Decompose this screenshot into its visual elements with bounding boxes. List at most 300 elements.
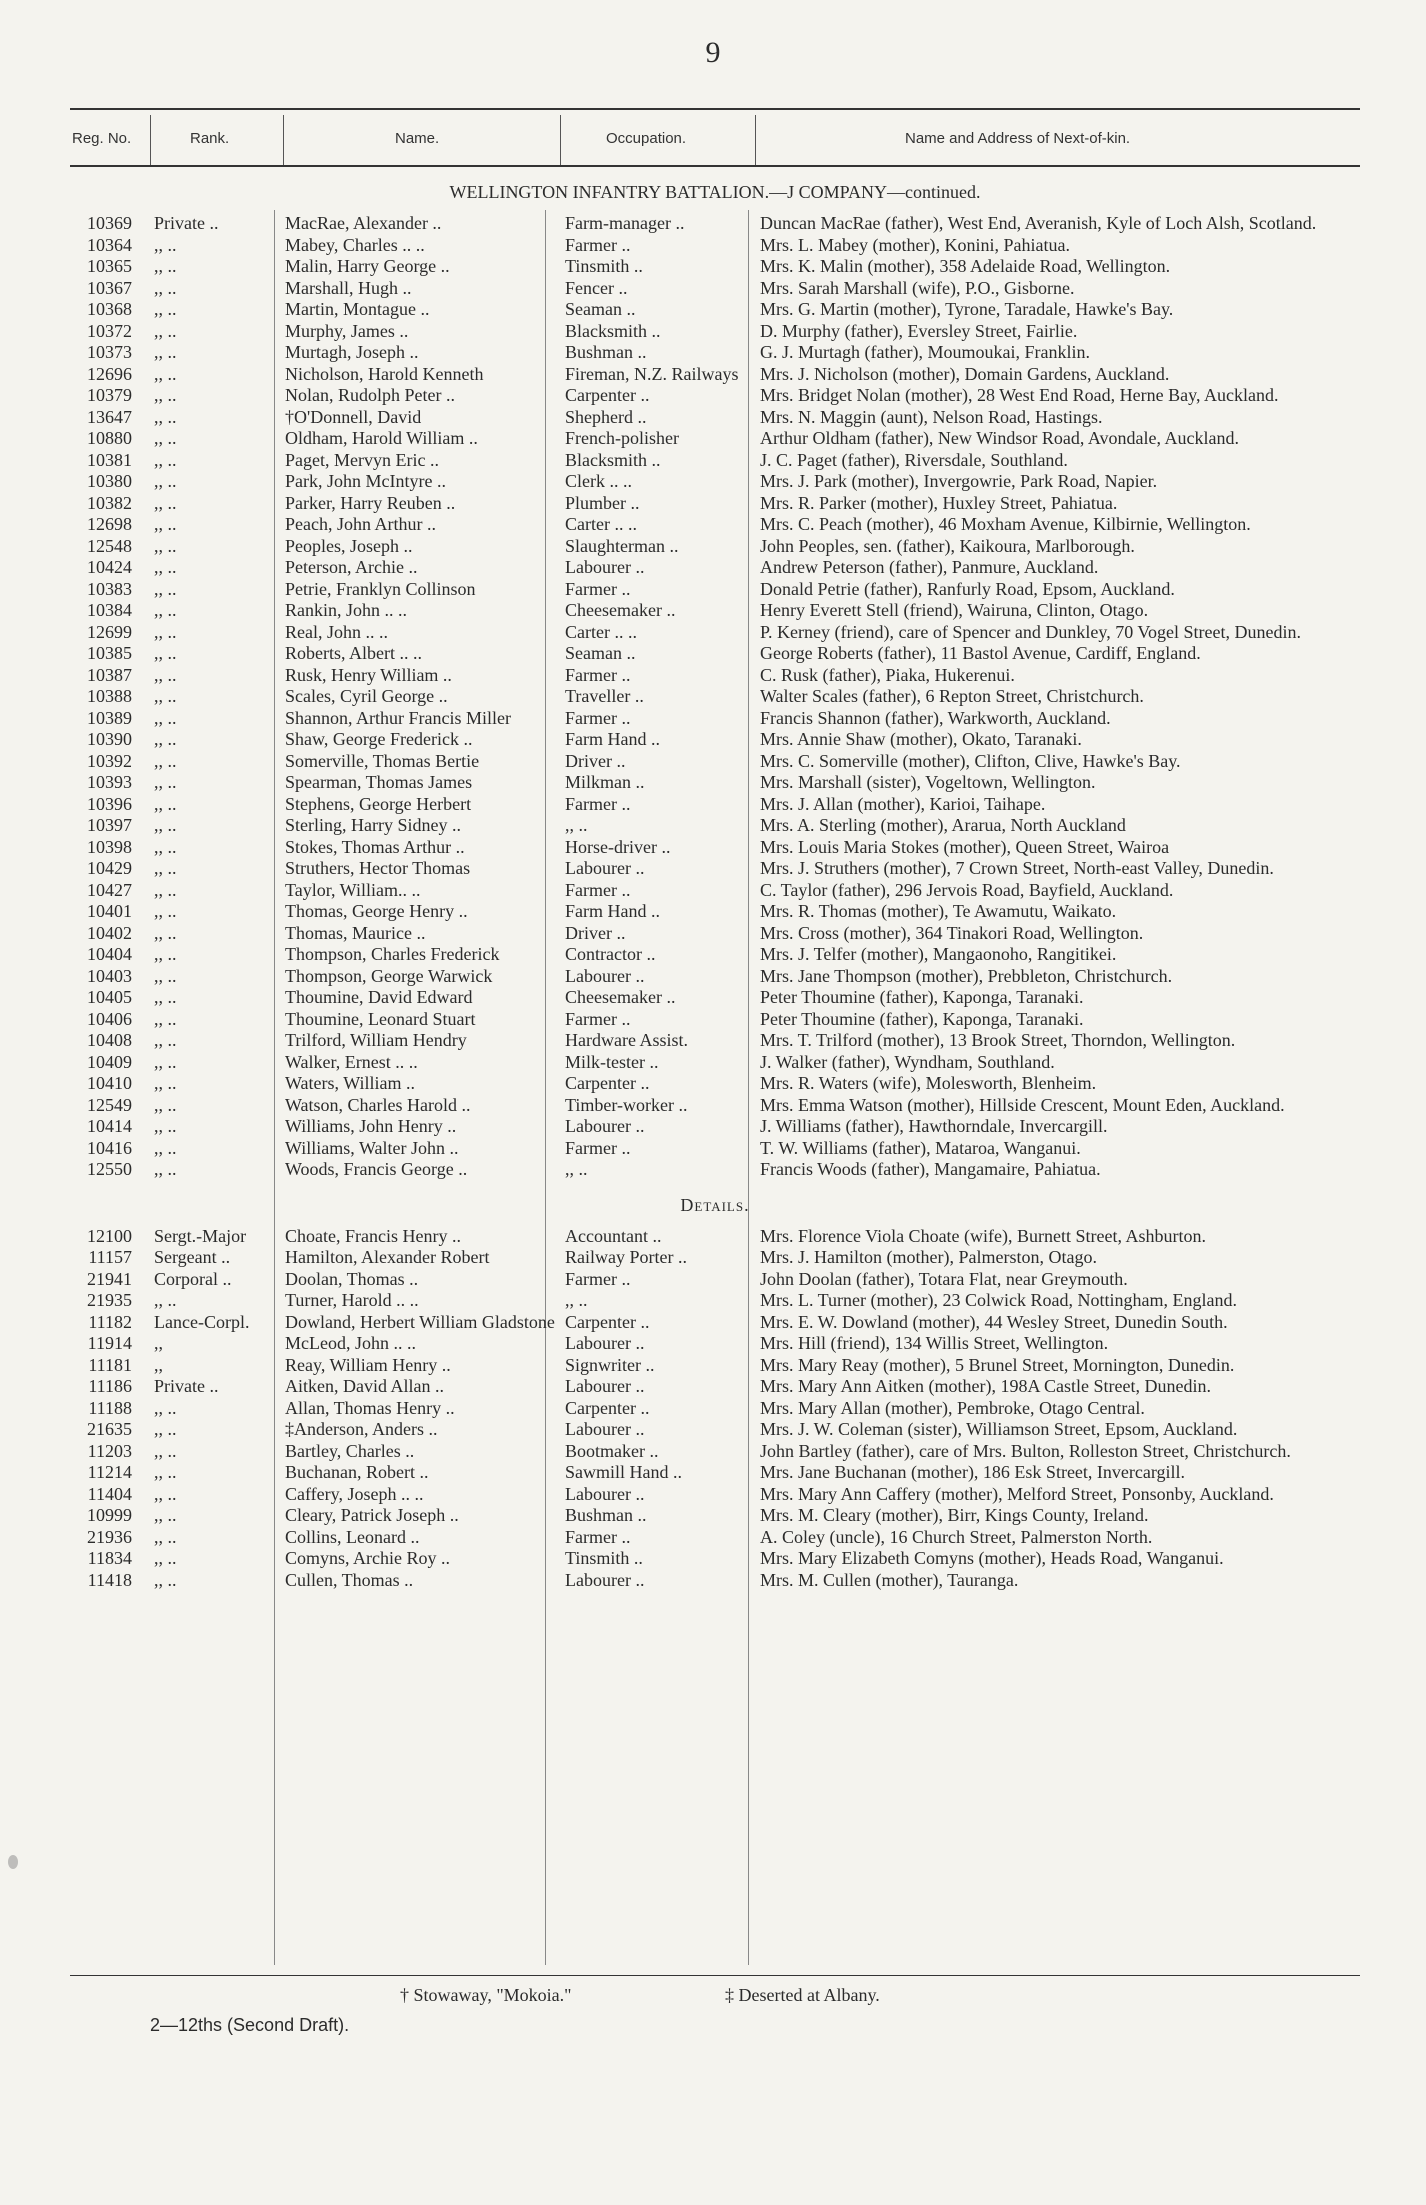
occupation: Contractor .. (565, 944, 656, 964)
rank: ,, .. (154, 686, 177, 706)
table-row (70, 1138, 1360, 1160)
soldier-name: Hamilton, Alexander Robert (285, 1247, 490, 1267)
occupation: Bootmaker .. (565, 1440, 659, 1461)
table-row (70, 1073, 1360, 1095)
table-row (70, 342, 1360, 364)
rank: ,, .. (154, 1569, 177, 1590)
next-of-kin: Mrs. Mary Ann Aitken (mother), 198A Castle Street, Dunedin. (760, 1376, 1211, 1396)
table-row (70, 987, 1360, 1009)
next-of-kin: Andrew Peterson (father), Panmure, Auckland. (760, 557, 1099, 577)
occupation: ,, .. (565, 815, 588, 835)
table-row (70, 1052, 1360, 1074)
soldier-name: Rusk, Henry William .. (285, 664, 452, 685)
table-row (70, 600, 1360, 622)
header-rank: Rank. (190, 130, 230, 147)
occupation: Shepherd .. (565, 406, 647, 427)
rank: ,, .. (154, 1397, 177, 1418)
soldier-name: Woods, Francis George .. (285, 1159, 468, 1179)
table-row (70, 901, 1360, 923)
soldier-name: Aitken, David Allan .. (285, 1376, 444, 1396)
rank: ,, .. (154, 578, 177, 599)
table-row (70, 1548, 1360, 1570)
reg-no: 10404 (87, 944, 132, 964)
occupation: Signwriter .. (565, 1354, 655, 1375)
soldier-name: Thompson, George Warwick (285, 965, 493, 986)
reg-no: 10364 (87, 234, 132, 255)
header-name: Name. (395, 130, 440, 147)
rank: ,, .. (154, 1137, 177, 1158)
occupation: Milkman .. (565, 772, 645, 792)
reg-no: 10372 (87, 320, 132, 341)
next-of-kin: C. Taylor (father), 296 Jervois Road, Bayfield, Auckland. (760, 879, 1174, 900)
soldier-name: Petrie, Franklyn Collinson (285, 578, 476, 599)
header-divider (560, 115, 561, 165)
soldier-name: Dowland, Herbert William Gladstone (285, 1311, 555, 1332)
table-row (70, 1247, 1360, 1269)
reg-no: 10405 (87, 987, 132, 1007)
soldier-name: Thomas, Maurice .. (285, 922, 426, 943)
occupation: Farm Hand .. (565, 901, 660, 921)
occupation: ,, .. (565, 1159, 588, 1179)
next-of-kin: J. C. Paget (father), Riversdale, Southland. (760, 449, 1068, 470)
reg-no: 11418 (87, 1569, 132, 1590)
reg-no: 10385 (87, 643, 132, 663)
next-of-kin: Henry Everett Stell (friend), Wairuna, Clinton, Otago. (760, 600, 1149, 620)
next-of-kin: P. Kerney (friend), care of Spencer and Dunkley, 70 Vogel Street, Dunedin. (760, 621, 1302, 642)
table-row (70, 729, 1360, 751)
table-row (70, 1505, 1360, 1527)
occupation: Labourer .. (565, 1116, 645, 1136)
next-of-kin: Mrs. Jane Thompson (mother), Prebbleton, Christchurch. (760, 965, 1173, 986)
occupation: Driver .. (565, 750, 626, 771)
soldier-name: Thompson, Charles Frederick (285, 944, 500, 964)
soldier-name: Struthers, Hector Thomas (285, 858, 471, 878)
header-next-of-kin: Name and Address of Next-of-kin. (905, 130, 1131, 147)
header-divider (283, 115, 284, 165)
soldier-name: Turner, Harold .. .. (285, 1290, 419, 1310)
reg-no: 10424 (87, 557, 132, 577)
footer-rule (70, 1975, 1360, 1976)
soldier-name: Shannon, Arthur Francis Miller (285, 707, 511, 728)
rank: ,, .. (154, 1290, 177, 1310)
soldier-name: Trilford, William Hendry (285, 1030, 467, 1050)
occupation: Farmer .. (565, 707, 631, 728)
next-of-kin: Mrs. T. Trilford (mother), 13 Brook Street, Thorndon, Wellington. (760, 1030, 1236, 1050)
next-of-kin: Mrs. K. Malin (mother), 358 Adelaide Road, Wellington. (760, 256, 1171, 276)
occupation: Farm Hand .. (565, 729, 660, 749)
soldier-name: Williams, Walter John .. (285, 1137, 459, 1158)
rank: ,, .. (154, 1419, 177, 1439)
rank: ,, .. (154, 535, 177, 556)
soldier-name: Nolan, Rudolph Peter .. (285, 385, 455, 405)
next-of-kin: Mrs. Mary Ann Caffery (mother), Melford Street, Ponsonby, Auckland. (760, 1483, 1274, 1504)
next-of-kin: Mrs. Mary Elizabeth Comyns (mother), Heads Road, Wanganui. (760, 1548, 1224, 1568)
soldier-name: Peach, John Arthur .. (285, 514, 436, 534)
reg-no: 10389 (87, 707, 132, 728)
soldier-name: Rankin, John .. .. (285, 600, 408, 620)
table-row (70, 1009, 1360, 1031)
soldier-name: Collins, Leonard .. (285, 1526, 420, 1547)
soldier-name: Somerville, Thomas Bertie (285, 750, 480, 771)
next-of-kin: Mrs. E. W. Dowland (mother), 44 Wesley Street, Dunedin South. (760, 1311, 1228, 1332)
reg-no: 11214 (87, 1462, 132, 1482)
rank: ,, .. (154, 234, 177, 255)
next-of-kin: John Doolan (father), Totara Flat, near Greymouth. (760, 1268, 1128, 1289)
soldier-name: Spearman, Thomas James (285, 772, 473, 792)
section-title: WELLINGTON INFANTRY BATTALION.—J COMPANY—continued. (449, 182, 981, 202)
occupation: Labourer .. (565, 557, 645, 577)
rank: ,, (154, 1354, 163, 1375)
table-row (70, 1419, 1360, 1441)
table-row (70, 1398, 1360, 1420)
next-of-kin: J. Williams (father), Hawthorndale, Invercargill. (760, 1116, 1108, 1136)
reg-no: 10381 (87, 449, 132, 470)
reg-no: 10408 (87, 1030, 132, 1050)
table-row (70, 557, 1360, 579)
reg-no: 10382 (87, 492, 132, 513)
footnote-deserted: ‡ Deserted at Albany. (725, 1985, 880, 2005)
rank: ,, .. (154, 729, 177, 749)
table-row (70, 686, 1360, 708)
next-of-kin: Mrs. N. Maggin (aunt), Nelson Road, Hastings. (760, 406, 1103, 427)
table-row (70, 407, 1360, 429)
soldier-name: Cullen, Thomas .. (285, 1569, 414, 1590)
rank: ,, .. (154, 772, 177, 792)
occupation: Farmer .. (565, 879, 631, 900)
occupation: Timber-worker .. (565, 1094, 688, 1115)
soldier-name: Caffery, Joseph .. .. (285, 1483, 424, 1504)
occupation: Hardware Assist. (565, 1030, 688, 1050)
reg-no: 10373 (87, 342, 132, 362)
soldier-name: Cleary, Patrick Joseph .. (285, 1505, 459, 1525)
reg-no: 11186 (88, 1376, 132, 1396)
next-of-kin: D. Murphy (father), Eversley Street, Fairlie. (760, 320, 1078, 341)
soldier-name: Allan, Thomas Henry .. (285, 1397, 455, 1418)
reg-no: 11182 (88, 1311, 132, 1332)
soldier-name: Buchanan, Robert .. (285, 1462, 429, 1482)
reg-no: 11203 (87, 1440, 132, 1461)
table-row (70, 428, 1360, 450)
next-of-kin: G. J. Murtagh (father), Moumoukai, Franklin. (760, 342, 1090, 362)
soldier-name: Doolan, Thomas .. (285, 1268, 419, 1289)
occupation: Farmer .. (565, 234, 631, 255)
table-row (70, 471, 1360, 493)
rank: ,, .. (154, 1030, 177, 1050)
reg-no: 12696 (87, 363, 132, 384)
rank: ,, .. (154, 406, 177, 427)
next-of-kin: Mrs. Hill (friend), 134 Willis Street, Wellington. (760, 1333, 1109, 1353)
header-occupation: Occupation. (606, 130, 687, 147)
rank: ,, (154, 1333, 163, 1353)
table-row (70, 1030, 1360, 1052)
rank: ,, .. (154, 1505, 177, 1525)
table-row (70, 944, 1360, 966)
occupation: Carpenter .. (565, 1311, 650, 1332)
reg-no: 12699 (87, 621, 132, 642)
table-row (70, 1441, 1360, 1463)
table-row (70, 364, 1360, 386)
next-of-kin: Mrs. Jane Buchanan (mother), 186 Esk Street, Invercargill. (760, 1462, 1186, 1482)
table-row (70, 966, 1360, 988)
table-row (70, 1116, 1360, 1138)
reg-no: 11914 (87, 1333, 132, 1353)
occupation: Carter .. .. (565, 514, 637, 534)
table-row (70, 858, 1360, 880)
next-of-kin: Mrs. A. Sterling (mother), Araruа, North Auckland (760, 815, 1126, 835)
reg-no: 21935 (87, 1290, 132, 1310)
soldier-name: Choate, Francis Henry .. (285, 1225, 461, 1246)
occupation: Labourer .. (565, 1483, 645, 1504)
next-of-kin: Mrs. C. Peach (mother), 46 Moxham Avenue, Kilbirnie, Wellington. (760, 514, 1251, 534)
soldier-name: †O'Donnell, David (285, 406, 422, 427)
next-of-kin: A. Coley (uncle), 16 Church Street, Palmerston North. (760, 1526, 1153, 1547)
soldier-name: Malin, Harry George .. (285, 256, 450, 276)
occupation: Driver .. (565, 922, 626, 943)
next-of-kin: Mrs. J. Allan (mother), Karioi, Taihape. (760, 793, 1046, 814)
table-row (70, 1226, 1360, 1248)
soldier-name: Stokes, Thomas Arthur .. (285, 836, 465, 857)
occupation: Carpenter .. (565, 385, 650, 405)
occupation: Labourer .. (565, 965, 645, 986)
rank: ,, .. (154, 514, 177, 534)
header-divider (755, 115, 756, 165)
next-of-kin: Mrs. C. Somerville (mother), Clifton, Clive, Hawke's Bay. (760, 750, 1181, 771)
soldier-name: Williams, John Henry .. (285, 1116, 457, 1136)
table-row (70, 880, 1360, 902)
table-row (70, 213, 1360, 235)
occupation: Carpenter .. (565, 1073, 650, 1093)
occupation: ,, .. (565, 1290, 588, 1310)
rank: Private .. (154, 213, 219, 233)
next-of-kin: T. W. Williams (father), Mataroa, Wanganui. (760, 1137, 1081, 1158)
occupation: Slaughterman .. (565, 535, 679, 556)
next-of-kin: George Roberts (father), 11 Bastol Avenue, Cardiff, England. (760, 643, 1201, 663)
reg-no: 10393 (87, 772, 132, 792)
rank: ,, .. (154, 965, 177, 986)
occupation: Carter .. .. (565, 621, 637, 642)
occupation: Blacksmith .. (565, 449, 661, 470)
occupation: Labourer .. (565, 1376, 645, 1396)
rank: Private .. (154, 1376, 219, 1396)
rank: Corporal .. (154, 1268, 232, 1289)
occupation: Seaman .. (565, 643, 636, 663)
rank: ,, .. (154, 836, 177, 857)
reg-no: 21635 (87, 1419, 132, 1439)
page-number: 9 (705, 36, 721, 69)
rank: ,, .. (154, 750, 177, 771)
rank: ,, .. (154, 1116, 177, 1136)
occupation: Sawmill Hand .. (565, 1462, 682, 1482)
rank: ,, .. (154, 277, 177, 298)
next-of-kin: Francis Woods (father), Mangamaire, Pahiatua. (760, 1159, 1101, 1179)
soldier-name: Real, John .. .. (285, 621, 388, 642)
soldier-name: Comyns, Archie Roy .. (285, 1548, 450, 1568)
next-of-kin: Mrs. R. Waters (wife), Molesworth, Blenheim. (760, 1073, 1097, 1093)
rank: ,, .. (154, 1051, 177, 1072)
table-row (70, 579, 1360, 601)
soldier-name: Murphy, James .. (285, 320, 409, 341)
table-row (70, 385, 1360, 407)
occupation: Plumber .. (565, 492, 640, 513)
soldier-name: Bartley, Charles .. (285, 1440, 415, 1461)
table-row (70, 1570, 1360, 1592)
soldier-name: Watson, Charles Harold .. (285, 1094, 471, 1115)
table-row (70, 1527, 1360, 1549)
reg-no: 10396 (87, 793, 132, 814)
next-of-kin: Mrs. J. Struthers (mother), 7 Crown Street, North-east Valley, Dunedin. (760, 858, 1274, 878)
occupation: Labourer .. (565, 1419, 645, 1439)
occupation: Farmer .. (565, 1008, 631, 1029)
reg-no: 10367 (87, 277, 132, 298)
rank: ,, .. (154, 901, 177, 921)
soldier-name: Roberts, Albert .. .. (285, 643, 422, 663)
soldier-name: Oldham, Harold William .. (285, 428, 478, 448)
next-of-kin: Mrs. R. Thomas (mother), Te Awamutu, Waikato. (760, 901, 1117, 921)
reg-no: 21941 (87, 1268, 132, 1289)
table-row (70, 1462, 1360, 1484)
soldier-name: Peterson, Archie .. (285, 557, 418, 577)
rank: ,, .. (154, 471, 177, 491)
rank: ,, .. (154, 557, 177, 577)
occupation: Tinsmith .. (565, 1548, 643, 1568)
rank: ,, .. (154, 342, 177, 362)
occupation: Farmer .. (565, 793, 631, 814)
table-row (70, 837, 1360, 859)
soldier-name: Paget, Mervyn Eric .. (285, 449, 439, 470)
table-row (70, 622, 1360, 644)
reg-no: 10369 (87, 213, 132, 233)
next-of-kin: Mrs. M. Cleary (mother), Birr, Kings County, Ireland. (760, 1505, 1149, 1525)
rank: ,, .. (154, 385, 177, 405)
reg-no: 10999 (87, 1505, 132, 1525)
reg-no: 11181 (88, 1354, 132, 1375)
table-row (70, 772, 1360, 794)
reg-no: 10398 (87, 836, 132, 857)
next-of-kin: Arthur Oldham (father), New Windsor Road, Avondale, Auckland. (760, 428, 1239, 448)
occupation: Clerk .. .. (565, 471, 632, 491)
soldier-name: Nicholson, Harold Kenneth (285, 363, 484, 384)
next-of-kin: Walter Scales (father), 6 Repton Street, Christchurch. (760, 686, 1144, 706)
occupation: Traveller .. (565, 686, 644, 706)
rank: ,, .. (154, 879, 177, 900)
occupation: Farm-manager .. (565, 213, 685, 233)
reg-no: 12548 (87, 535, 132, 556)
table-row (70, 278, 1360, 300)
reg-no: 10397 (87, 815, 132, 835)
soldier-name: Thoumine, Leonard Stuart (285, 1008, 476, 1029)
table-row (70, 923, 1360, 945)
header-reg: Reg. No. (72, 130, 132, 147)
table-row (70, 256, 1360, 278)
table-row (70, 751, 1360, 773)
next-of-kin: John Bartley (father), care of Mrs. Bulton, Rolleston Street, Christchurch. (760, 1440, 1291, 1461)
print-note: 2—12ths (Second Draft). (150, 2015, 350, 2035)
occupation: Carpenter .. (565, 1397, 650, 1418)
soldier-name: Reay, William Henry .. (285, 1354, 451, 1375)
rank: ,, .. (154, 1159, 177, 1179)
occupation: Bushman .. (565, 342, 647, 362)
table-row (70, 643, 1360, 665)
next-of-kin: Mrs. Mary Allan (mother), Pembroke, Otago Central. (760, 1397, 1145, 1418)
next-of-kin: J. Walker (father), Wyndham, Southland. (760, 1051, 1055, 1072)
rank: ,, .. (154, 428, 177, 448)
soldier-name: Waters, William .. (285, 1073, 415, 1093)
rank: ,, .. (154, 1073, 177, 1093)
reg-no: 11188 (88, 1397, 132, 1418)
soldier-name: Mabey, Charles .. .. (285, 234, 425, 255)
reg-no: 10387 (87, 664, 132, 685)
rank: ,, .. (154, 1008, 177, 1029)
reg-no: 10402 (87, 922, 132, 943)
occupation: Cheesemaker .. (565, 987, 676, 1007)
next-of-kin: Duncan MacRae (father), West End, Averanish, Kyle of Loch Alsh, Scotland. (760, 213, 1317, 233)
rank: ,, .. (154, 987, 177, 1007)
table-row (70, 665, 1360, 687)
rank: ,, .. (154, 299, 177, 319)
rank: ,, .. (154, 449, 177, 470)
next-of-kin: Donald Petrie (father), Ranfurly Road, Epsom, Auckland. (760, 578, 1175, 599)
soldier-name: ‡Anderson, Anders .. (285, 1419, 438, 1439)
occupation: Seaman .. (565, 299, 636, 319)
occupation: Labourer .. (565, 858, 645, 878)
rank: ,, .. (154, 707, 177, 728)
table-row (70, 1269, 1360, 1291)
table-row (70, 321, 1360, 343)
rank: ,, .. (154, 256, 177, 276)
table-row (70, 708, 1360, 730)
occupation: Fireman, N.Z. Railways (565, 363, 739, 384)
rank: ,, .. (154, 643, 177, 663)
reg-no: 10406 (87, 1008, 132, 1029)
next-of-kin: John Peoples, sen. (father), Kaikoura, Marlborough. (760, 535, 1135, 556)
reg-no: 13647 (87, 406, 132, 427)
next-of-kin: Mrs. L. Mabey (mother), Konini, Pahiatua. (760, 234, 1070, 255)
reg-no: 10403 (87, 965, 132, 986)
rank: ,, .. (154, 320, 177, 341)
soldier-name: Marshall, Hugh .. (285, 277, 412, 298)
table-row (70, 1159, 1360, 1181)
occupation: Farmer .. (565, 1268, 631, 1289)
rank: ,, .. (154, 492, 177, 513)
rank: ,, .. (154, 1462, 177, 1482)
rank: ,, .. (154, 1440, 177, 1461)
details-title: Details. (680, 1194, 750, 1215)
footnote-stowaway: † Stowaway, "Mokoia." (400, 1985, 572, 2005)
next-of-kin: Mrs. M. Cullen (mother), Tauranga. (760, 1569, 1019, 1590)
reg-no: 10392 (87, 750, 132, 771)
occupation: French-polisher (565, 428, 679, 448)
soldier-name: Thomas, George Henry .. (285, 901, 468, 921)
rank: ,, .. (154, 363, 177, 384)
next-of-kin: Mrs. Florence Viola Choate (wife), Burnett Street, Ashburton. (760, 1225, 1207, 1246)
rank: ,, .. (154, 815, 177, 835)
rank: ,, .. (154, 600, 177, 620)
table-row (70, 536, 1360, 558)
rank: ,, .. (154, 1548, 177, 1568)
occupation: Farmer .. (565, 1526, 631, 1547)
table-row (70, 235, 1360, 257)
next-of-kin: Mrs. Bridget Nolan (mother), 28 West End Road, Herne Bay, Auckland. (760, 385, 1279, 405)
soldier-name: Parker, Harry Reuben .. (285, 492, 456, 513)
reg-no: 10429 (87, 858, 132, 878)
reg-no: 10365 (87, 256, 132, 276)
occupation: Fencer .. (565, 277, 628, 298)
reg-no: 10368 (87, 299, 132, 319)
occupation: Tinsmith .. (565, 256, 643, 276)
table-row (70, 1095, 1360, 1117)
column-header-row (0, 120, 1426, 160)
reg-no: 10383 (87, 578, 132, 599)
